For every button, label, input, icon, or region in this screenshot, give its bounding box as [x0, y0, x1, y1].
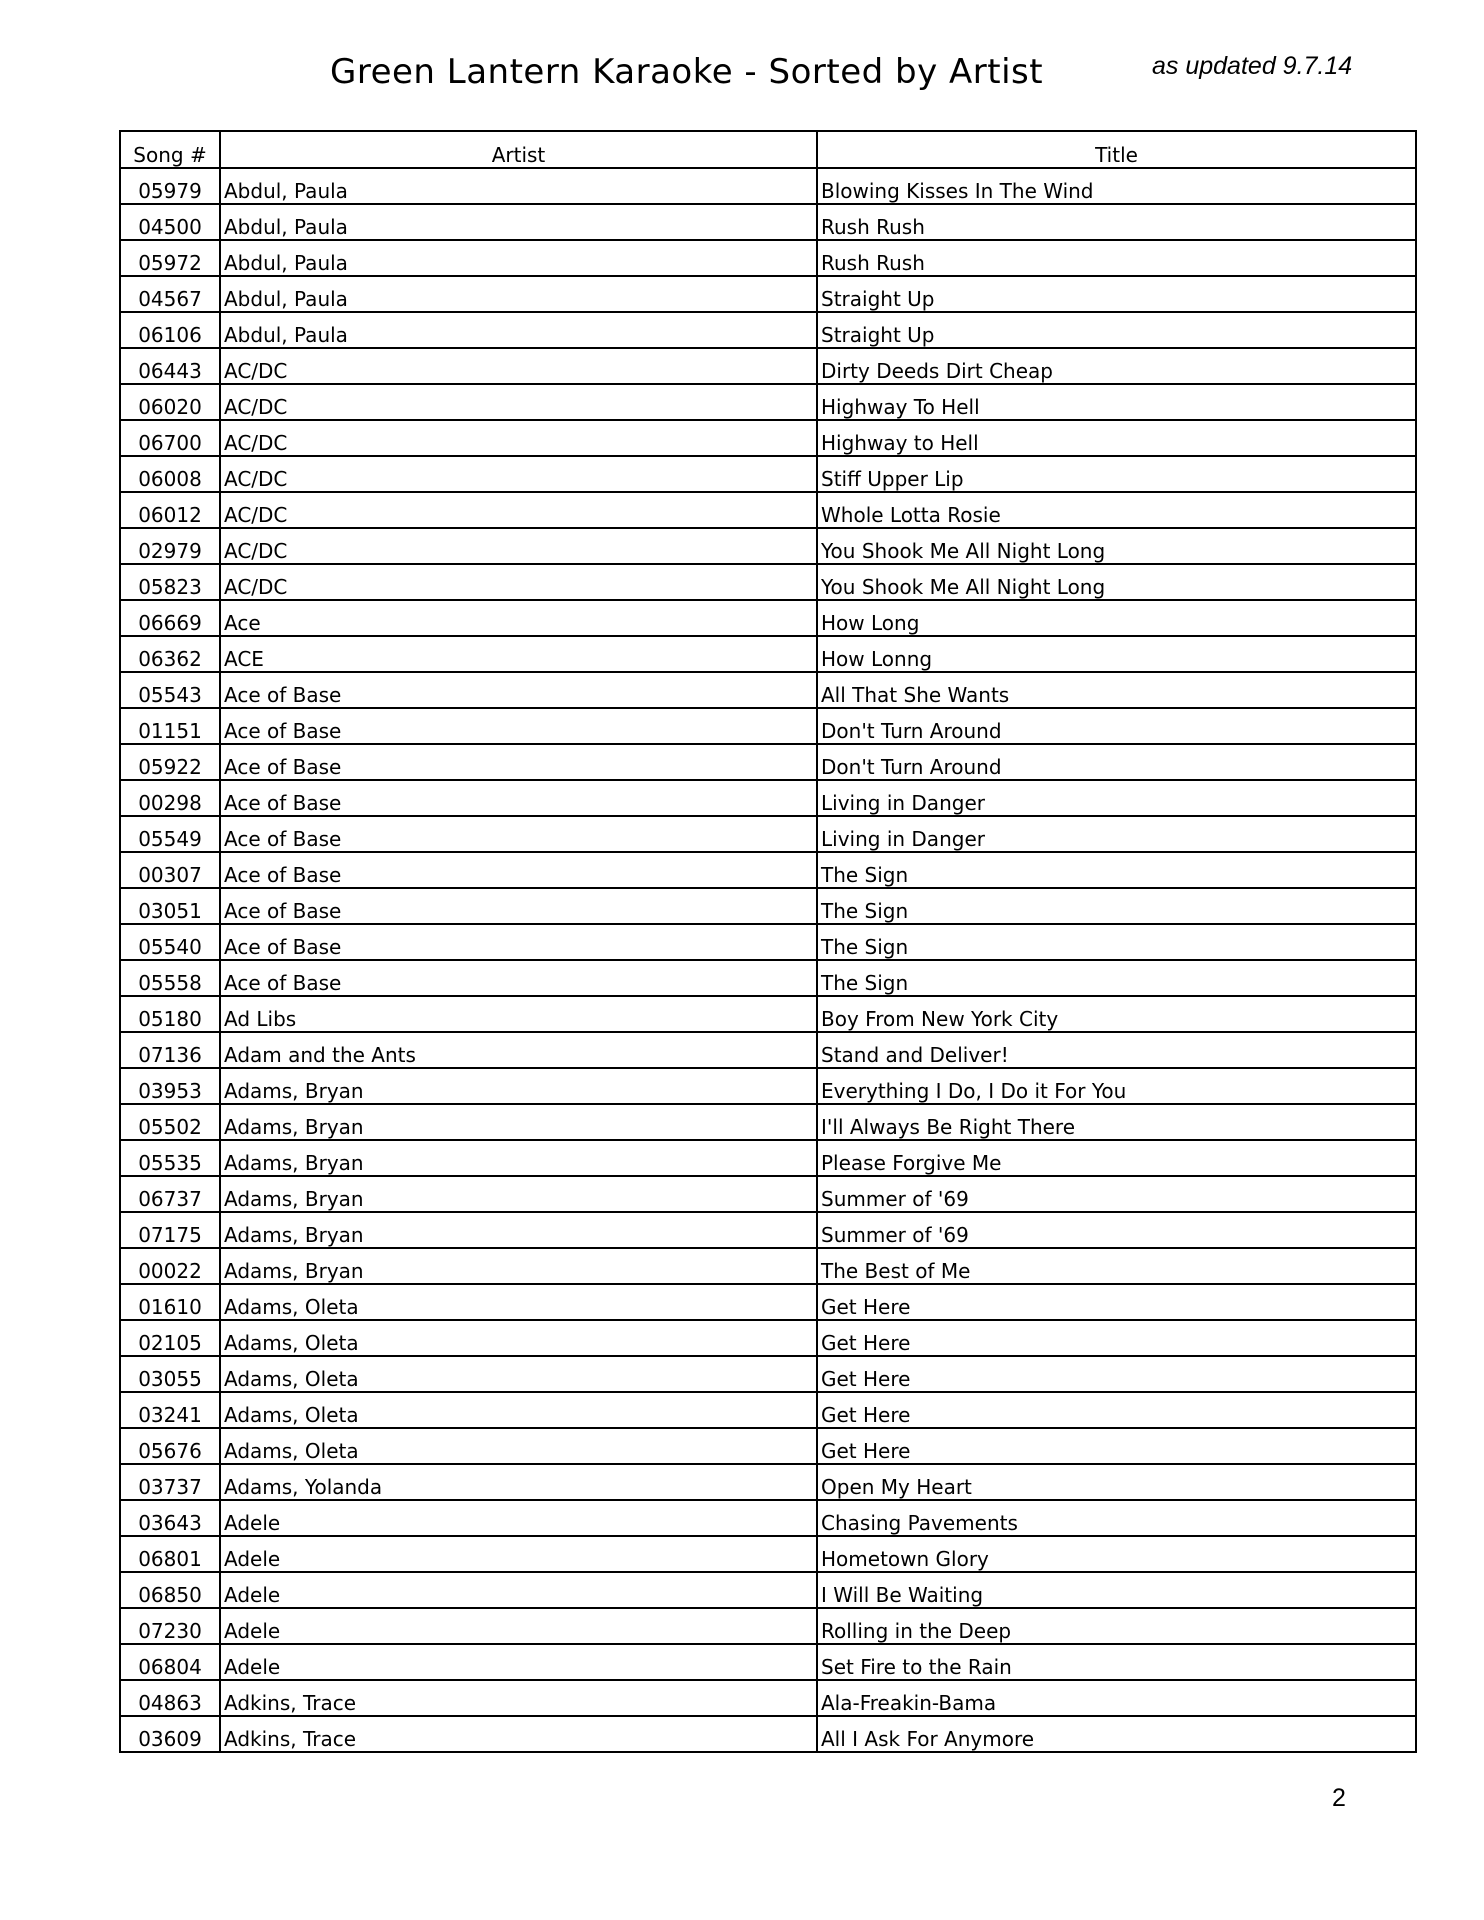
title-cell: Straight Up: [817, 312, 1416, 348]
title-cell: Rush Rush: [817, 240, 1416, 276]
table-row: [120, 1428, 1416, 1464]
table-row: [120, 1212, 1416, 1248]
table-row: [120, 1104, 1416, 1140]
table-row: [120, 564, 1416, 600]
artist-cell: Adams, Oleta: [220, 1356, 817, 1392]
artist-cell: Ace of Base: [220, 816, 817, 852]
song-number-cell: 05502: [120, 1104, 220, 1140]
table-row: [120, 1140, 1416, 1176]
table-row: [120, 1284, 1416, 1320]
table-row: [120, 852, 1416, 888]
song-number-cell: 06804: [120, 1644, 220, 1680]
title-cell: Get Here: [817, 1392, 1416, 1428]
song-number-cell: 06801: [120, 1536, 220, 1572]
artist-cell: Abdul, Paula: [220, 240, 817, 276]
table-row: [120, 888, 1416, 924]
song-number-cell: 06737: [120, 1176, 220, 1212]
song-number-cell: 07136: [120, 1032, 220, 1068]
title-cell: How Long: [817, 600, 1416, 636]
table-row: [120, 1320, 1416, 1356]
song-number-cell: 00307: [120, 852, 220, 888]
table-row: [120, 1680, 1416, 1716]
title-cell: Highway To Hell: [817, 384, 1416, 420]
artist-cell: Adams, Bryan: [220, 1176, 817, 1212]
title-cell: All That She Wants: [817, 672, 1416, 708]
table-row: [120, 1500, 1416, 1536]
title-cell: Get Here: [817, 1356, 1416, 1392]
table-row: [120, 276, 1416, 312]
title-cell: Hometown Glory: [817, 1536, 1416, 1572]
column-header-artist: Artist: [220, 131, 817, 168]
title-cell: You Shook Me All Night Long: [817, 564, 1416, 600]
title-cell: Ala-Freakin-Bama: [817, 1680, 1416, 1716]
artist-cell: Adele: [220, 1536, 817, 1572]
table-row: [120, 1068, 1416, 1104]
artist-cell: AC/DC: [220, 348, 817, 384]
table-row: [120, 1536, 1416, 1572]
song-number-cell: 05922: [120, 744, 220, 780]
artist-cell: Adele: [220, 1644, 817, 1680]
table-row: [120, 1464, 1416, 1500]
title-cell: The Best of Me: [817, 1248, 1416, 1284]
table-row: [120, 996, 1416, 1032]
title-cell: Stiff Upper Lip: [817, 456, 1416, 492]
artist-cell: AC/DC: [220, 384, 817, 420]
song-number-cell: 05543: [120, 672, 220, 708]
table-row: [120, 1176, 1416, 1212]
table-row: [120, 1716, 1416, 1752]
artist-cell: Adkins, Trace: [220, 1716, 817, 1752]
song-number-cell: 05535: [120, 1140, 220, 1176]
artist-cell: Ace of Base: [220, 924, 817, 960]
song-number-cell: 04500: [120, 204, 220, 240]
title-cell: All I Ask For Anymore: [817, 1716, 1416, 1752]
song-number-cell: 06443: [120, 348, 220, 384]
song-number-cell: 05180: [120, 996, 220, 1032]
title-cell: Get Here: [817, 1428, 1416, 1464]
song-number-cell: 07230: [120, 1608, 220, 1644]
artist-cell: Adams, Yolanda: [220, 1464, 817, 1500]
artist-cell: Ace of Base: [220, 672, 817, 708]
title-cell: Everything I Do, I Do it For You: [817, 1068, 1416, 1104]
title-cell: Boy From New York City: [817, 996, 1416, 1032]
song-number-cell: 01151: [120, 708, 220, 744]
title-cell: Please Forgive Me: [817, 1140, 1416, 1176]
song-number-cell: 03051: [120, 888, 220, 924]
title-cell: Summer of '69: [817, 1176, 1416, 1212]
song-number-cell: 06106: [120, 312, 220, 348]
song-number-cell: 02105: [120, 1320, 220, 1356]
song-number-cell: 04567: [120, 276, 220, 312]
title-cell: How Lonng: [817, 636, 1416, 672]
table-row: [120, 924, 1416, 960]
song-number-cell: 02979: [120, 528, 220, 564]
song-number-cell: 06020: [120, 384, 220, 420]
table-row: [120, 744, 1416, 780]
title-cell: I Will Be Waiting: [817, 1572, 1416, 1608]
title-cell: You Shook Me All Night Long: [817, 528, 1416, 564]
title-cell: Highway to Hell: [817, 420, 1416, 456]
artist-cell: Ace: [220, 600, 817, 636]
artist-cell: Ace of Base: [220, 708, 817, 744]
title-cell: Living in Danger: [817, 816, 1416, 852]
artist-cell: Ace of Base: [220, 744, 817, 780]
title-cell: The Sign: [817, 852, 1416, 888]
song-number-cell: 06850: [120, 1572, 220, 1608]
artist-cell: Adele: [220, 1572, 817, 1608]
table-row: [120, 780, 1416, 816]
title-cell: Open My Heart: [817, 1464, 1416, 1500]
artist-cell: Adams, Bryan: [220, 1248, 817, 1284]
song-number-cell: 05972: [120, 240, 220, 276]
column-header-song-number: Song #: [120, 131, 220, 168]
song-number-cell: 03055: [120, 1356, 220, 1392]
table-row: [120, 384, 1416, 420]
song-number-cell: 01610: [120, 1284, 220, 1320]
artist-cell: Adam and the Ants: [220, 1032, 817, 1068]
song-number-cell: 03953: [120, 1068, 220, 1104]
title-cell: I'll Always Be Right There: [817, 1104, 1416, 1140]
artist-cell: ACE: [220, 636, 817, 672]
title-cell: Living in Danger: [817, 780, 1416, 816]
title-cell: Get Here: [817, 1284, 1416, 1320]
title-cell: Stand and Deliver!: [817, 1032, 1416, 1068]
artist-cell: Adams, Oleta: [220, 1320, 817, 1356]
table-row: [120, 960, 1416, 996]
table-row: [120, 168, 1416, 204]
song-number-cell: 05540: [120, 924, 220, 960]
artist-cell: Abdul, Paula: [220, 168, 817, 204]
title-cell: The Sign: [817, 960, 1416, 996]
table-row: [120, 528, 1416, 564]
song-number-cell: 06362: [120, 636, 220, 672]
page-title: Green Lantern Karaoke - Sorted by Artist: [330, 52, 1044, 92]
table-row: [120, 600, 1416, 636]
artist-cell: Ace of Base: [220, 960, 817, 996]
table-row: [120, 312, 1416, 348]
song-number-cell: 05979: [120, 168, 220, 204]
artist-cell: Adams, Bryan: [220, 1104, 817, 1140]
song-number-cell: 05676: [120, 1428, 220, 1464]
song-number-cell: 06008: [120, 456, 220, 492]
title-cell: Get Here: [817, 1320, 1416, 1356]
song-number-cell: 00022: [120, 1248, 220, 1284]
artist-cell: Abdul, Paula: [220, 276, 817, 312]
artist-cell: Adele: [220, 1500, 817, 1536]
table-row: [120, 492, 1416, 528]
song-number-cell: 05823: [120, 564, 220, 600]
song-number-cell: 06012: [120, 492, 220, 528]
song-number-cell: 03609: [120, 1716, 220, 1752]
artist-cell: AC/DC: [220, 492, 817, 528]
artist-cell: AC/DC: [220, 456, 817, 492]
song-number-cell: 05558: [120, 960, 220, 996]
artist-cell: Adele: [220, 1608, 817, 1644]
artist-cell: Adams, Bryan: [220, 1212, 817, 1248]
artist-cell: Adkins, Trace: [220, 1680, 817, 1716]
song-number-cell: 03643: [120, 1500, 220, 1536]
song-number-cell: 06700: [120, 420, 220, 456]
column-header-title: Title: [817, 131, 1416, 168]
song-number-cell: 07175: [120, 1212, 220, 1248]
song-table: [119, 130, 1417, 1753]
table-row: [120, 816, 1416, 852]
artist-cell: Adams, Oleta: [220, 1284, 817, 1320]
title-cell: Whole Lotta Rosie: [817, 492, 1416, 528]
song-number-cell: 06669: [120, 600, 220, 636]
table-row: [120, 1356, 1416, 1392]
title-cell: Straight Up: [817, 276, 1416, 312]
table-row: [120, 672, 1416, 708]
table-row: [120, 204, 1416, 240]
artist-cell: Ace of Base: [220, 780, 817, 816]
title-cell: Chasing Pavements: [817, 1500, 1416, 1536]
table-header-row: [120, 131, 1416, 168]
title-cell: Set Fire to the Rain: [817, 1644, 1416, 1680]
artist-cell: AC/DC: [220, 564, 817, 600]
song-number-cell: 03737: [120, 1464, 220, 1500]
artist-cell: Adams, Bryan: [220, 1068, 817, 1104]
title-cell: The Sign: [817, 888, 1416, 924]
artist-cell: Adams, Oleta: [220, 1428, 817, 1464]
title-cell: Blowing Kisses In The Wind: [817, 168, 1416, 204]
song-table-body: [120, 168, 1416, 1752]
table-row: [120, 1572, 1416, 1608]
title-cell: Rolling in the Deep: [817, 1608, 1416, 1644]
artist-cell: Abdul, Paula: [220, 204, 817, 240]
song-number-cell: 04863: [120, 1680, 220, 1716]
artist-cell: Abdul, Paula: [220, 312, 817, 348]
table-row: [120, 420, 1416, 456]
table-row: [120, 348, 1416, 384]
updated-date: as updated 9.7.14: [1152, 52, 1353, 80]
title-cell: The Sign: [817, 924, 1416, 960]
artist-cell: Ace of Base: [220, 852, 817, 888]
table-row: [120, 240, 1416, 276]
artist-cell: AC/DC: [220, 528, 817, 564]
page-number: 2: [1332, 1784, 1346, 1812]
song-number-cell: 05549: [120, 816, 220, 852]
table-row: [120, 1032, 1416, 1068]
table-row: [120, 1392, 1416, 1428]
artist-cell: Adams, Oleta: [220, 1392, 817, 1428]
song-number-cell: 03241: [120, 1392, 220, 1428]
title-cell: Rush Rush: [817, 204, 1416, 240]
title-cell: Dirty Deeds Dirt Cheap: [817, 348, 1416, 384]
table-row: [120, 1248, 1416, 1284]
artist-cell: AC/DC: [220, 420, 817, 456]
table-row: [120, 1644, 1416, 1680]
song-number-cell: 00298: [120, 780, 220, 816]
table-row: [120, 1608, 1416, 1644]
artist-cell: Ace of Base: [220, 888, 817, 924]
title-cell: Don't Turn Around: [817, 708, 1416, 744]
table-row: [120, 708, 1416, 744]
table-row: [120, 636, 1416, 672]
artist-cell: Ad Libs: [220, 996, 817, 1032]
title-cell: Don't Turn Around: [817, 744, 1416, 780]
title-cell: Summer of '69: [817, 1212, 1416, 1248]
table-row: [120, 456, 1416, 492]
artist-cell: Adams, Bryan: [220, 1140, 817, 1176]
